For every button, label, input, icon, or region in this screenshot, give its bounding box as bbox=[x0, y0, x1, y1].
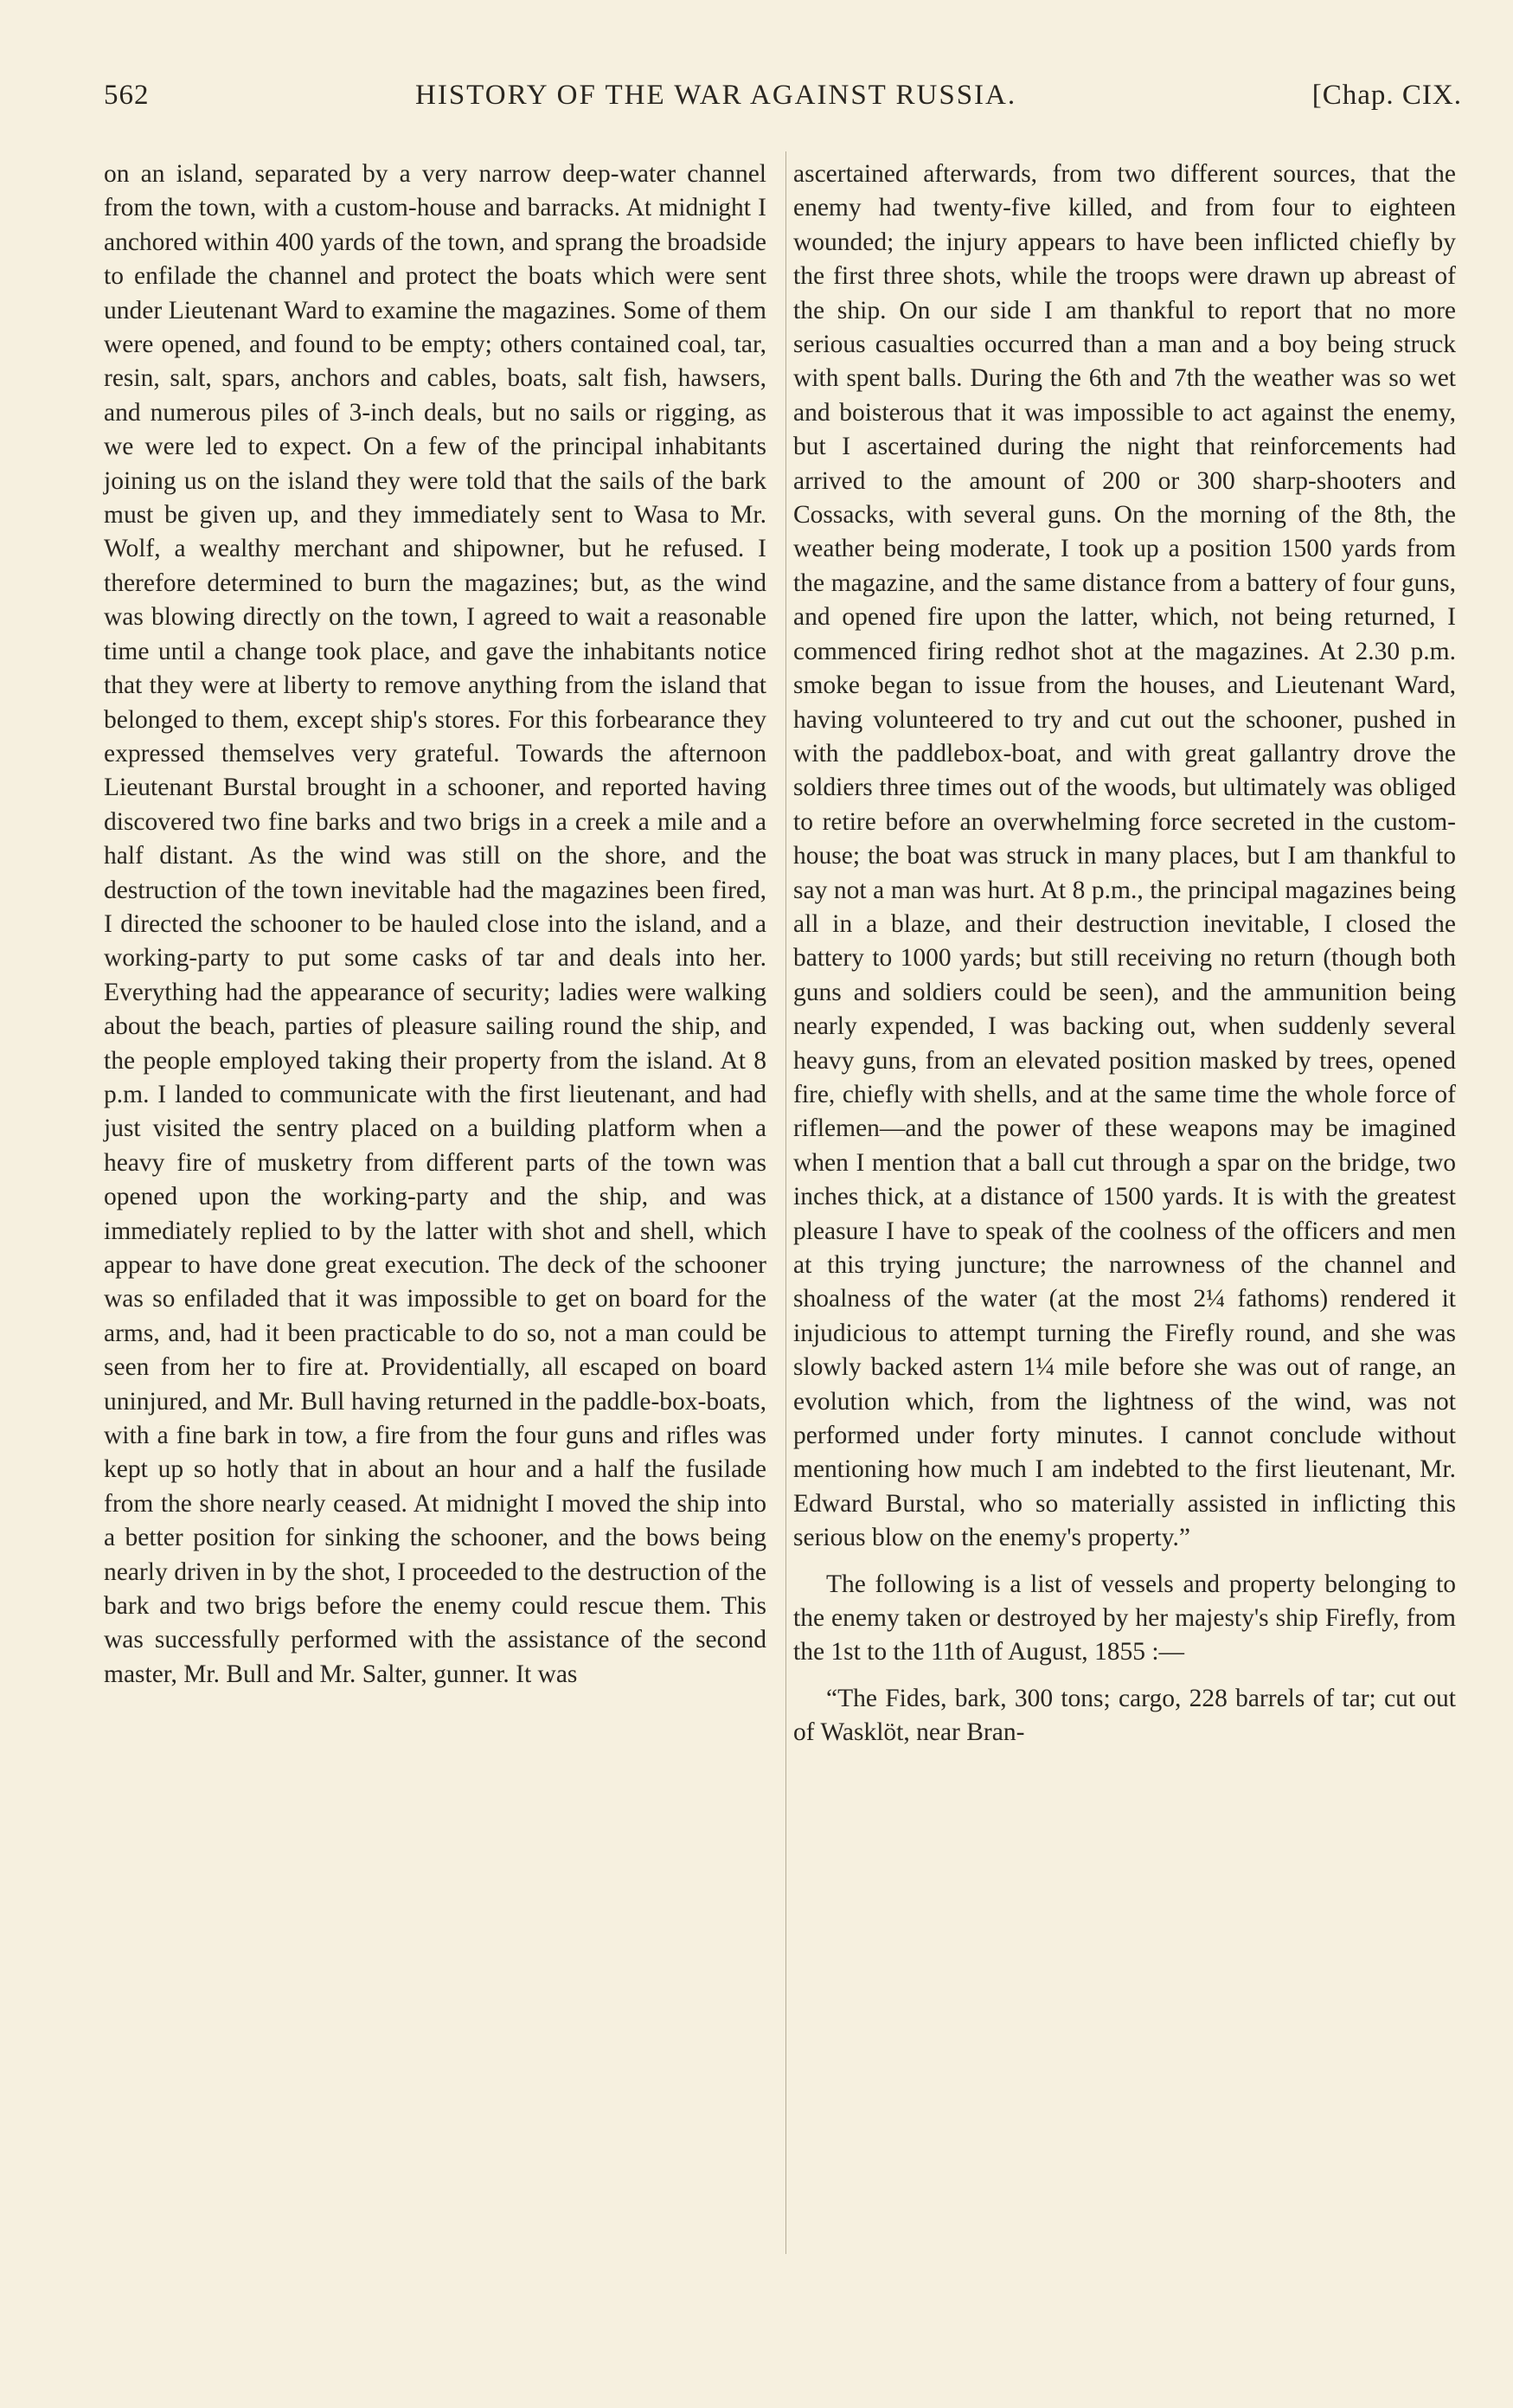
column-divider bbox=[785, 151, 786, 2254]
right-paragraph-1: ascertained afterwards, from two different sources, that the enemy had twenty-five killed, and from four to eighteen wounded; the injury appears to have been inflicted chiefly by the first three shots, while the troops were drawn up abreast of the ship. On our side I am thankful to report that no more serious casualties occurred than a man and a boy being struck with spent balls. During the 6th and 7th the weather was so wet and boisterous that it was impossible to act against the enemy, but I ascertained during the night that reinforcements had arrived to the amount of 200 or 300 sharp-shooters and Cossacks, with several guns. On the morning of the 8th, the weather being moderate, I took up a position 1500 yards from the magazine, and the same distance from a battery of four guns, and opened fire upon the latter, which, not being returned, I commenced firing redhot shot at the magazines. At 2.30 p.m. smoke began to issue from the houses, and Lieutenant Ward, having volunteered to try and cut out the schooner, pushed in with the paddlebox-boat, and with great gallantry drove the soldiers three times out of the woods, but ultimately was obliged to retire before an overwhelming force secreted in the custom-house; the boat was struck in many places, but I am thankful to say not a man was hurt. At 8 p.m., the principal magazines being all in a blaze, and their destruction inevitable, I closed the battery to 1000 yards; but still receiving no return (though both guns and soldiers could be seen), and the ammunition being nearly expended, I was backing out, when suddenly several heavy guns, from an elevated position masked by trees, opened fire, chiefly with shells, and at the same time the whole force of riflemen—and the power of these weapons may be imagined when I mention that a ball cut through a spar on the bridge, two inches thick, at a distance of 1500 yards. It is with the greatest pleasure I have to speak of the coolness of the officers and men at this trying juncture; the narrowness of the channel and shoalness of the water (at the most 2¼ fathoms) rendered it injudicious to attempt turning the Firefly round, and she was slowly backed astern 1¼ mile before she was out of range, an evolution which, from the lightness of the wind, was not performed under forty minutes. I cannot conclude without mentioning how much I am indebted to the first lieutenant, Mr. Edward Burstal, who so materially assisted in inflicting this serious blow on the enemy's property.” bbox=[793, 160, 1456, 1552]
left-paragraph: on an island, separated by a very narrow deep-water channel from the town, with a custom-house and barracks. At midnight I anchored within 400 yards of the town, and sprang the broadside to enfilade the channel and protect the boats which were sent under Lieutenant Ward to examine the magazines. Some of them were opened, and found to be empty; others contained coal, tar, resin, salt, spars, anchors and cables, boats, salt fish, hawsers, and numerous piles of 3-inch deals, but no sails or rigging, as we were led to expect. On a few of the principal inhabitants joining us on the island they were told that the sails of the bark must be given up, and they immediately sent to Wasa to Mr. Wolf, a wealthy merchant and shipowner, but he refused. I therefore determined to burn the magazines; but, as the wind was blowing directly on the town, I agreed to wait a reasonable time until a change took place, and gave the inhabitants notice that they were at liberty to remove anything from the island that belonged to them, except ship's stores. For this forbearance they expressed themselves very grateful. Towards the afternoon Lieutenant Burstal brought in a schooner, and reported having discovered two fine barks and two brigs in a creek a mile and a half distant. As the wind was still on the shore, and the destruction of the town inevitable had the magazines been fired, I directed the schooner to be hauled close into the island, and a working-party to put some casks of tar and deals into her. Everything had the appearance of security; ladies were walking about the beach, parties of pleasure sailing round the ship, and the people employed taking their property from the island. At 8 p.m. I landed to communicate with the first lieutenant, and had just visited the sentry placed on a building platform when a heavy fire of musketry from different parts of the town was opened upon the working-party and the ship, and was immediately replied to by the latter with shot and shell, which appear to have done great execution. The deck of the schooner was so enfiladed that it was impossible to get on board for the arms, and, had it been practicable to do so, not a man could be seen from her to fire at. Providentially, all escaped on board uninjured, and Mr. Bull having returned in the paddle-box-boats, with a fine bark in tow, a fire from the four guns and rifles was kept up so hotly that in about an hour and a half the fusilade from the shore nearly ceased. At midnight I moved the ship into a better position for sinking the schooner, and the bows being nearly driven in by the shot, I proceeded to the destruction of the bark and two brigs before the enemy could rescue them. This was successfully performed with the assistance of the second master, Mr. Bull and Mr. Salter, gunner. It was bbox=[104, 160, 766, 1688]
running-header bbox=[104, 80, 1462, 123]
right-paragraph-2: The following is a list of vessels and property belonging to the enemy taken or destroyed by her majesty's ship Firefly, from the 1st to the 11th of August, 1855 :— bbox=[793, 1570, 1456, 1666]
left-column bbox=[104, 157, 766, 1692]
chapter-label: [Chap. CIX. bbox=[1311, 80, 1462, 111]
page-number: 562 bbox=[104, 80, 150, 111]
running-title: HISTORY OF THE WAR AGAINST RUSSIA. bbox=[415, 80, 1017, 111]
right-paragraph-3: “The Fides, bark, 300 tons; cargo, 228 barrels of tar; cut out of Wasklöt, near Bran- bbox=[793, 1684, 1456, 1747]
right-column bbox=[793, 157, 1456, 1750]
